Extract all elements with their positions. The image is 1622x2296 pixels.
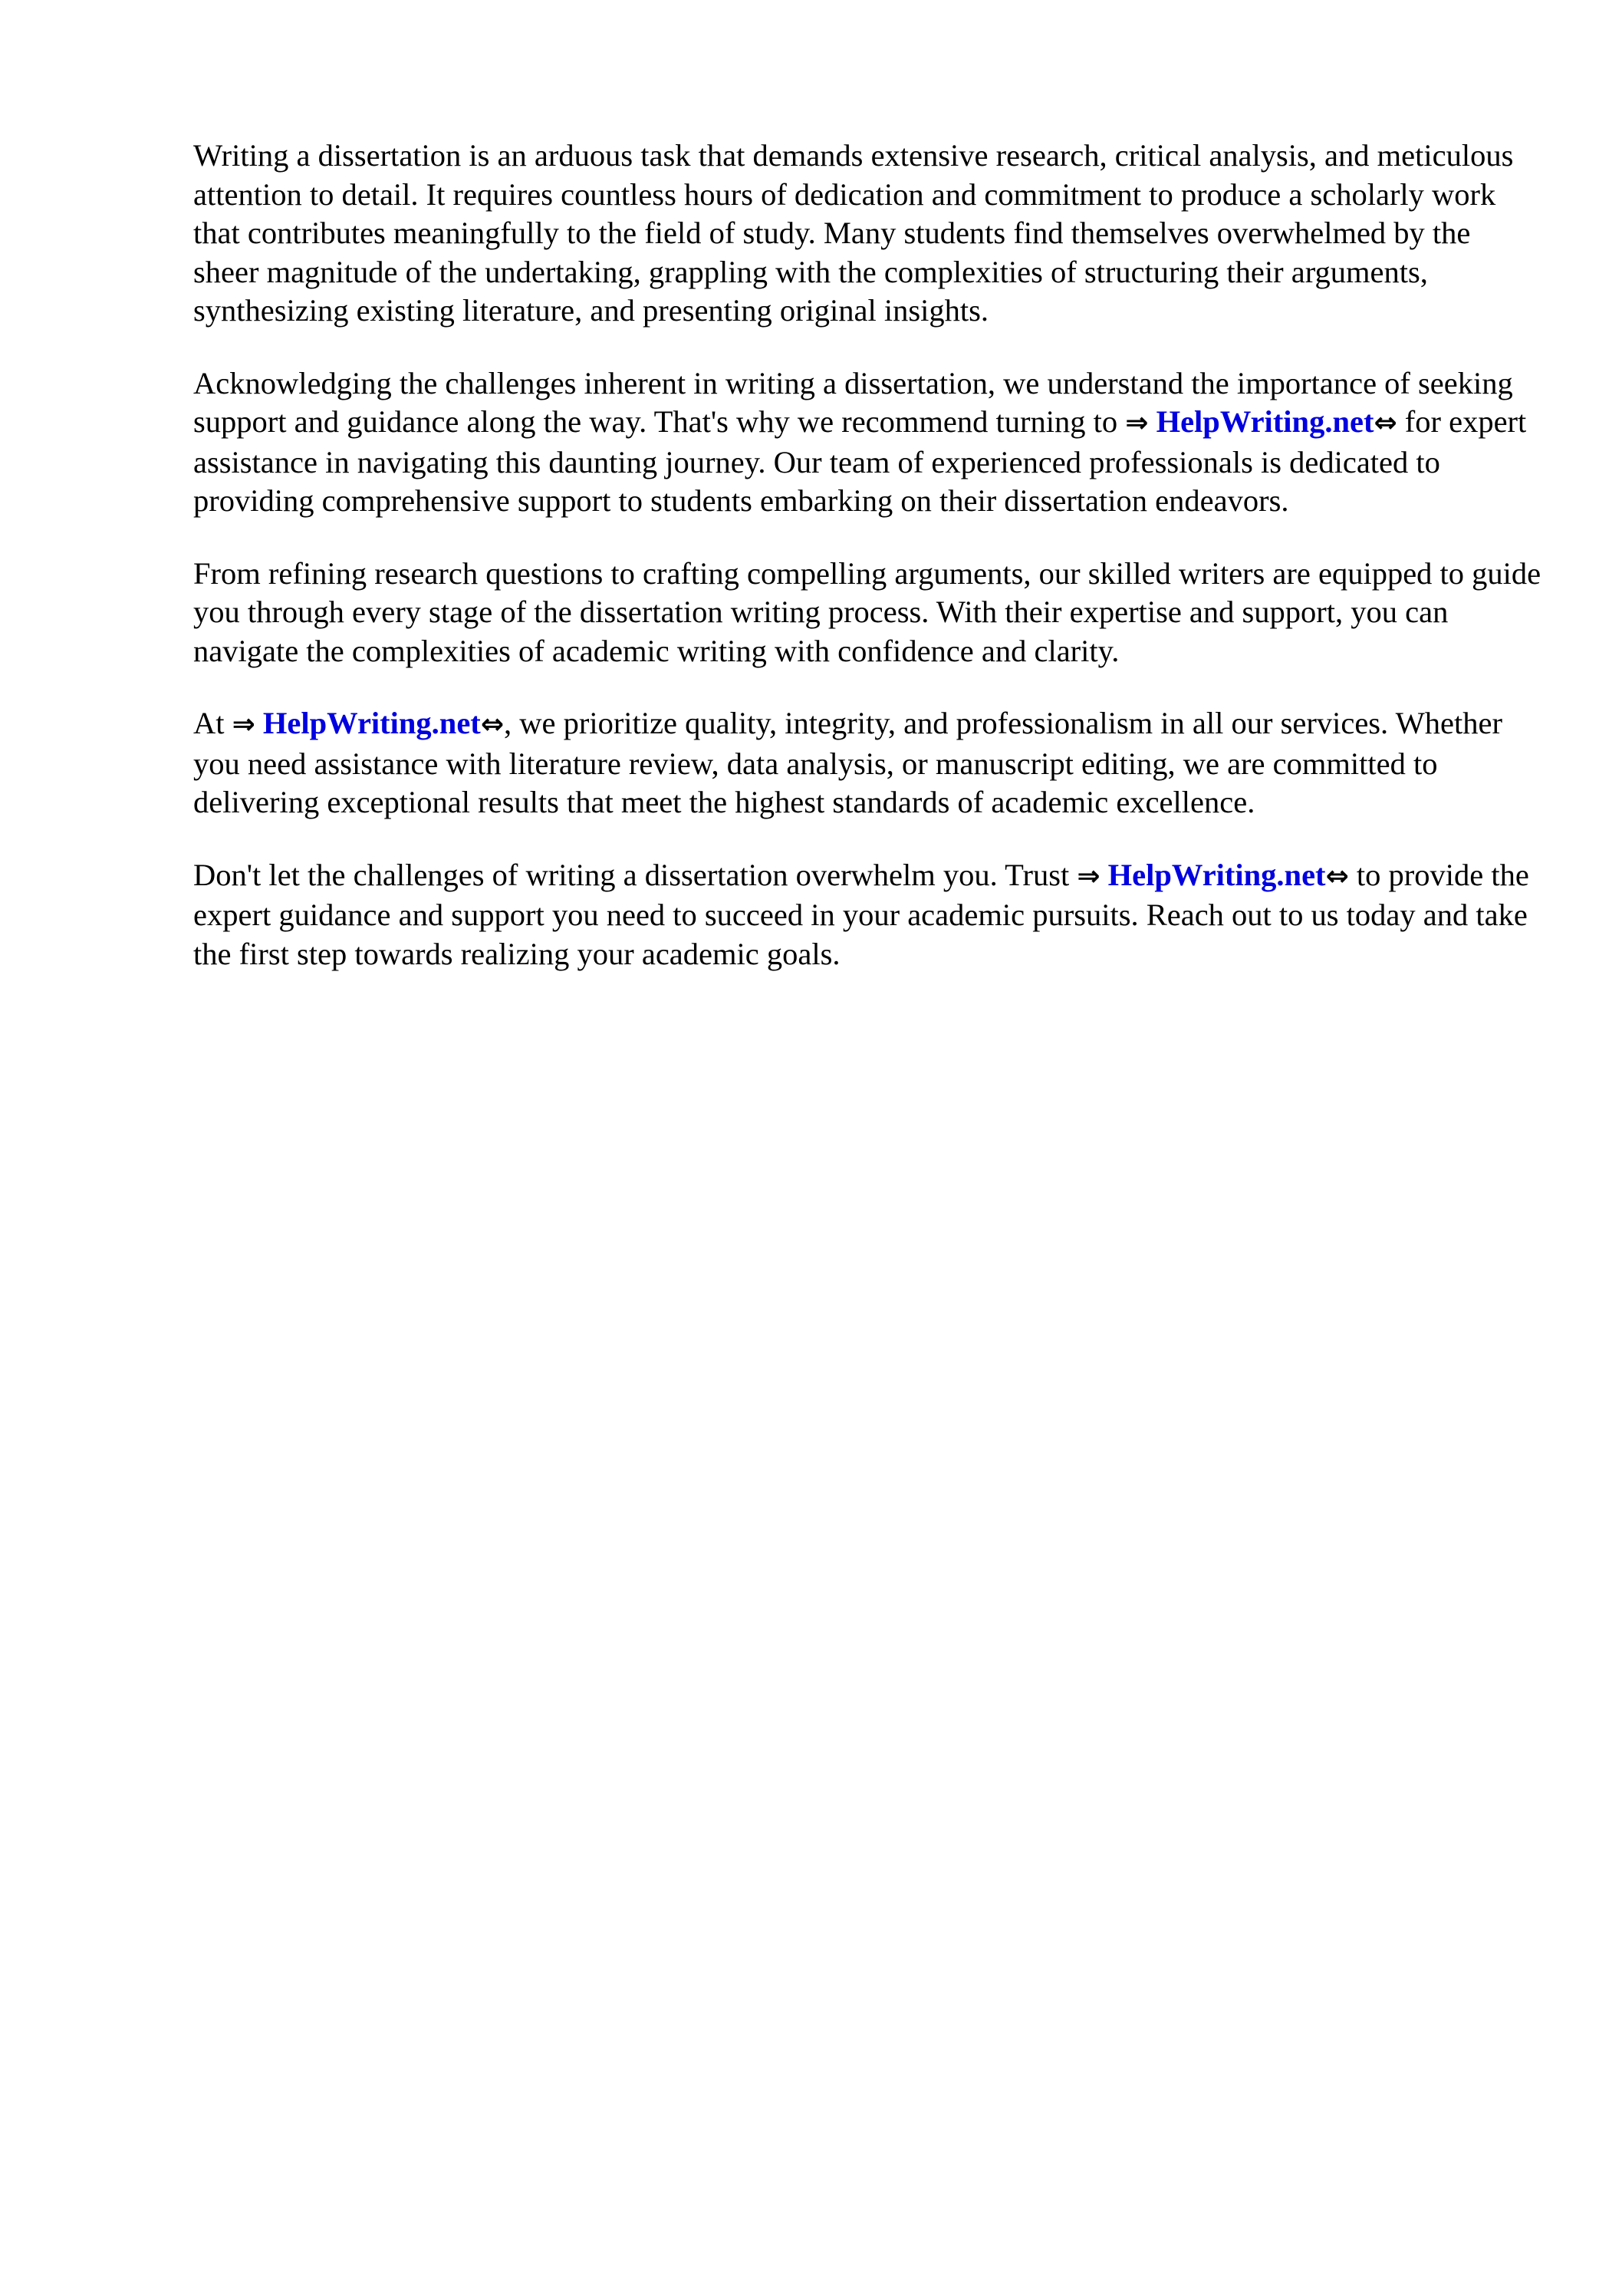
helpwriting-link[interactable]: HelpWriting.net bbox=[1107, 857, 1326, 892]
helpwriting-link[interactable]: HelpWriting.net bbox=[262, 706, 481, 740]
paragraph-text: Don't let the challenges of writing a dissertation overwhelm you. Trust bbox=[193, 857, 1077, 892]
right-double-arrow-icon: ⇒ bbox=[1125, 407, 1149, 439]
left-right-double-arrow-icon: ⇔ bbox=[480, 709, 504, 740]
paragraph-refining bbox=[193, 555, 1543, 671]
right-double-arrow-icon: ⇒ bbox=[232, 709, 255, 740]
document-page bbox=[193, 137, 1543, 1007]
left-right-double-arrow-icon: ⇔ bbox=[1374, 407, 1397, 439]
paragraph-intro bbox=[193, 137, 1543, 331]
paragraph-text: At bbox=[193, 706, 232, 740]
helpwriting-link[interactable]: HelpWriting.net bbox=[1156, 404, 1374, 439]
right-double-arrow-icon: ⇒ bbox=[1077, 860, 1101, 892]
paragraph-text: to provide the expert guidance and support you need to succeed in your academic pursuits. Reach out to us today and take the first step towards realizing your academic goals. bbox=[193, 857, 1529, 971]
paragraph-text: , we prioritize quality, integrity, and professionalism in all our services. Whether you need assistance with literature review, data analysis, or manuscript editing, we are committed to delivering exceptional results that meet the highest standards of academic excellence. bbox=[193, 706, 1502, 819]
paragraph-text: Acknowledging the challenges inherent in writing a dissertation, we understand the importance of seeking support and guidance along the way. That's why we recommend turning to bbox=[193, 365, 1513, 439]
paragraph-quality bbox=[193, 704, 1543, 822]
paragraph-text: Writing a dissertation is an arduous task that demands extensive research, critical analysis, and meticulous attention to detail. It requires countless hours of dedication and commitment to produce a scholarly work that contributes meaningfully to the field of study. Many students find themselves overwhelmed by the sheer magnitude of the undertaking, grappling with the complexities of structuring their arguments, synthesizing existing literature, and presenting original insights. bbox=[193, 138, 1514, 328]
paragraph-text: for expert assistance in navigating this daunting journey. Our team of experienced professionals is dedicated to providing comprehensive support to students embarking on their dissertation endeavors. bbox=[193, 404, 1527, 518]
paragraph-closing bbox=[193, 856, 1543, 974]
paragraph-acknowledging bbox=[193, 364, 1543, 521]
paragraph-text: From refining research questions to crafting compelling arguments, our skilled writers are equipped to guide you through every stage of the dissertation writing process. With their expertise and support, you can navigate the complexities of academic writing with confidence and clarity. bbox=[193, 555, 1541, 668]
left-right-double-arrow-icon: ⇔ bbox=[1325, 860, 1349, 892]
